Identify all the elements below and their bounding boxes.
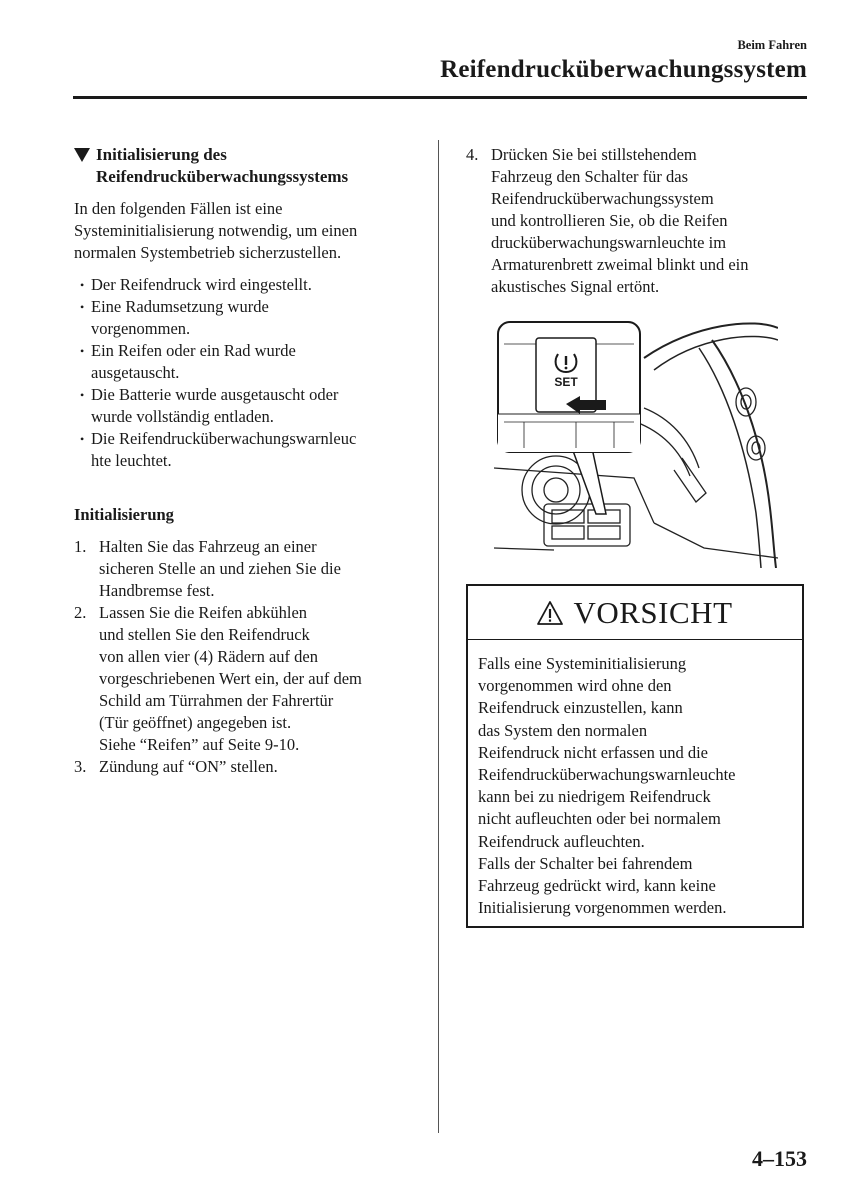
list-item-line: wurde vollständig entladen. (91, 407, 274, 426)
warning-header (468, 586, 802, 640)
step-line: Reifendrucküberwachungssystem (491, 189, 714, 208)
warning-line: Reifendrucküberwachungswarnleuchte (478, 765, 736, 785)
header-rule (73, 96, 807, 99)
dashboard-illustration (494, 318, 778, 568)
list-item-line: • Eine Radumsetzung wurde (91, 297, 269, 316)
case-list (74, 274, 424, 472)
step-line: Armaturenbrett zweimal blinkt und ein (491, 255, 749, 274)
left-column (74, 144, 424, 778)
column-divider (438, 140, 439, 1133)
warning-triangle-icon (537, 600, 563, 626)
step-line: und stellen Sie den Reifendruck (99, 625, 310, 644)
subheading: Initialisierung (74, 505, 174, 524)
warning-line: Falls der Schalter bei fahrendem (478, 853, 693, 873)
step-line: (Tür geöffnet) angegeben ist. (99, 713, 292, 732)
step-line: von allen vier (4) Rädern auf den (99, 647, 318, 666)
intro-line: In den folgenden Fällen ist eine (74, 199, 283, 218)
step-line: Drücken Sie bei stillstehendem (491, 145, 697, 164)
step-line: Schild am Türrahmen der Fahrertür (99, 691, 334, 710)
step-number: 2. (74, 603, 87, 622)
list-item-line: • Der Reifendruck wird eingestellt. (91, 275, 312, 294)
step-item (74, 602, 424, 756)
step-line: drucküberwachungswarnleuchte im (491, 233, 727, 252)
section-heading (74, 144, 424, 188)
steering-wheel (644, 323, 778, 358)
step-number: 4. (466, 145, 479, 164)
step-line: Handbremse fest. (99, 581, 215, 600)
warning-line: Reifendruck einzustellen, kann (478, 698, 683, 718)
warning-line: nicht aufleuchten oder bei normalem (478, 809, 721, 829)
step-number: 1. (74, 537, 87, 556)
warning-body (468, 640, 802, 919)
intro-paragraph (74, 198, 424, 264)
warning-line: Initialisierung vorgenommen werden. (478, 898, 727, 918)
warning-line: vorgenommen wird ohne den (478, 676, 672, 696)
step-line: akustisches Signal ertönt. (491, 277, 660, 296)
step-list (74, 536, 424, 778)
right-column (466, 144, 806, 298)
list-item-line: hte leuchtet. (91, 451, 172, 470)
set-button-label: SET (554, 375, 578, 389)
intro-line: Systeminitialisierung notwendig, um einen (74, 221, 358, 240)
list-item (80, 296, 424, 340)
header-section: Beim Fahren (737, 38, 807, 52)
list-item (80, 384, 424, 428)
page-number: 4–153 (752, 1146, 807, 1171)
list-item (80, 274, 424, 296)
warning-line: das System den normalen (478, 720, 648, 740)
warning-line: Reifendruck nicht erfassen und die (478, 742, 709, 762)
step-line: Fahrzeug den Schalter für das (491, 167, 689, 186)
page-title: Reifendrucküberwachungssystem (440, 56, 807, 83)
step-line: sicheren Stelle an und ziehen Sie die (99, 559, 341, 578)
list-item (80, 428, 424, 472)
step-item (74, 536, 424, 602)
step-line: und kontrollieren Sie, ob die Reifen (491, 211, 728, 230)
warning-line: Reifendruck aufleuchten. (478, 831, 645, 851)
list-item-line: vorgenommen. (91, 319, 191, 338)
section-heading-line2: Reifendrucküberwachungssystems (96, 167, 349, 186)
step-line: Lassen Sie die Reifen abkühlen (99, 603, 308, 622)
warning-title: VORSICHT (573, 594, 733, 630)
step-item (74, 756, 424, 778)
list-item-line: • Die Batterie wurde ausgetauscht oder (91, 385, 339, 404)
list-item-line: • Ein Reifen oder ein Rad wurde (91, 341, 296, 360)
step-line: Zündung auf “ON” stellen. (99, 757, 278, 776)
list-item-line: ausgetauscht. (91, 363, 180, 382)
section-heading-line1: Initialisierung des (96, 145, 227, 164)
warning-box (466, 584, 804, 928)
warning-line: Fahrzeug gedrückt wird, kann keine (478, 876, 716, 896)
step-number: 3. (74, 757, 87, 776)
section-triangle-icon (74, 148, 90, 162)
list-item-line: • Die Reifendrucküberwachungswarnleuc (91, 429, 357, 448)
intro-line: normalen Systembetrieb sicherzustellen. (74, 243, 342, 262)
warning-line: Falls eine Systeminitialisierung (478, 654, 687, 673)
step-line: Halten Sie das Fahrzeug an einer (99, 537, 317, 556)
list-item (80, 340, 424, 384)
warning-line: kann bei zu niedrigem Reifendruck (478, 787, 711, 807)
step-item (466, 144, 806, 298)
step-line: Siehe “Reifen” auf Seite 9-10. (99, 735, 300, 754)
step-line: vorgeschriebenen Wert ein, der auf dem (99, 669, 362, 688)
